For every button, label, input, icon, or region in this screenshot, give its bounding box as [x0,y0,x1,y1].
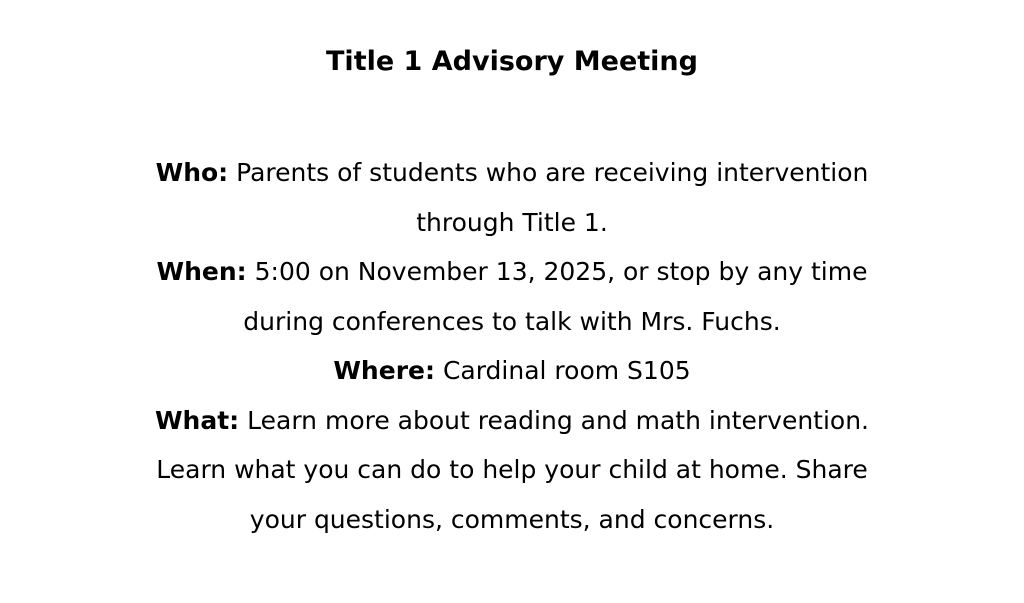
who-section [60,148,964,198]
who-text-2: through Title 1. [416,207,608,237]
when-text-2: during conferences to talk with Mrs. Fuchs. [243,306,781,336]
where-text: Cardinal room S105 [442,356,691,385]
what-text-1: Learn more about reading and math intervention. [247,405,870,435]
meeting-details [60,148,964,544]
when-section [60,247,964,297]
what-section [60,396,964,446]
page-title: Title 1 Advisory Meeting [326,46,698,77]
who-label: Who: [155,158,229,187]
where-section [60,346,964,396]
what-label: What: [154,405,240,435]
what-text-2: Learn what you can do to help your child at home. Share [156,455,868,484]
who-text-1: Parents of students who are receiving intervention [236,158,869,187]
when-text-1: 5:00 on November 13, 2025, or stop by any time [254,257,868,286]
when-label: When: [156,257,247,286]
where-label: Where: [333,356,435,385]
what-text-3: your questions, comments, and concerns. [249,504,775,534]
